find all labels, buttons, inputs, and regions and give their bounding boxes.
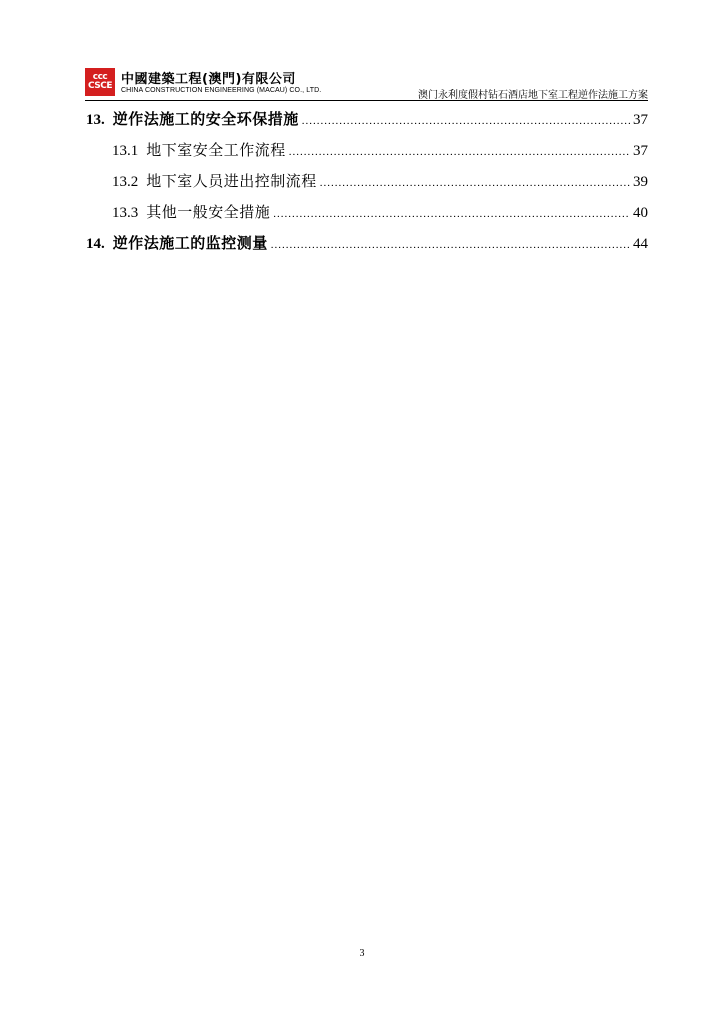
page-number: 3 [359,948,365,959]
toc-entry[interactable] [86,232,648,263]
toc-entry-page: 39 [633,174,648,190]
toc-entry-page: 44 [633,236,648,252]
toc-entry-number: 13.2 [112,174,139,190]
company-logo [85,68,115,96]
toc-leader-dots [271,239,630,251]
toc-entry[interactable] [86,170,648,201]
toc-entry-title: 其他一般安全措施 [146,203,271,221]
toc-leader-dots [273,208,630,220]
toc-entry[interactable] [86,139,648,170]
toc-entry[interactable] [86,201,648,232]
toc-entry[interactable] [86,108,648,139]
toc-entry-title: 地下室安全工作流程 [146,141,286,159]
header-rule [85,100,648,101]
logo-mark: ccc CSCE [87,72,112,91]
toc-entry-page: 37 [633,112,648,128]
toc-entry-number: 14. [86,236,105,252]
company-name-cn: 中國建築工程(澳門)有限公司 [121,72,296,87]
toc-entry-number: 13. [86,112,105,128]
toc-entry-number: 13.3 [112,205,139,221]
toc-entry-page: 40 [633,205,648,221]
table-of-contents [86,108,648,263]
toc-leader-dots [320,177,630,189]
toc-leader-dots [289,146,630,158]
toc-entry-title: 地下室人员进出控制流程 [146,172,317,190]
toc-entry-page: 37 [633,143,648,159]
toc-entry-number: 13.1 [112,143,139,159]
toc-leader-dots [302,115,630,127]
company-name-en: CHINA CONSTRUCTION ENGINEERING (MACAU) CO., LTD. [121,87,322,94]
toc-entry-title: 逆作法施工的监控测量 [112,234,268,252]
toc-entry-title: 逆作法施工的安全环保措施 [112,110,299,128]
document-title: 澳门永利度假村钻石酒店地下室工程逆作法施工方案 [418,90,648,101]
page-header [85,66,648,102]
